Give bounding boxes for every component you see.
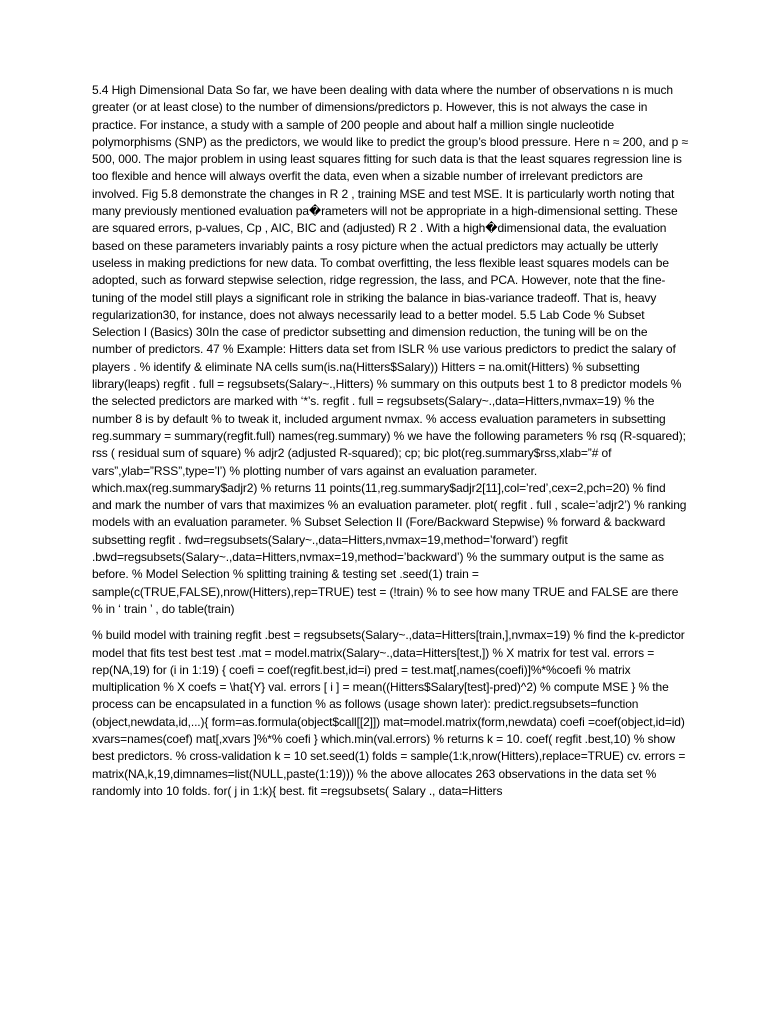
body-paragraph: 5.4 High Dimensional Data So far, we have been dealing with data where the number of observations n is much greater (or at least close) to the number of dimensions/predictors p. However, this is not always the case in practice. For instance, a study with a sample of 200 people and about half a million single nucleotide polymorphisms (SNP) as the predictors, we would like to predict the group’s blood pressure. Here n ≈ 200, and p ≈ 500, 000. The major problem in using least squares fitting for such data is that the least squares regression line is too flexible and hence will always overfit the data, even when a sizable number of irrelevant predictors are involved. Fig 5.8 demonstrate the changes in R 2 , training MSE and test MSE. It is particularly worth noting that many previously mentioned evaluation pa�rameters will not be appropriate in a high-dimensional setting. These are squared errors, p-values, Cp , AIC, BIC and (adjusted) R 2 . With a high�dimensional data, the evaluation based on these parameters invariably paints a rosy picture when the actual predictors may actually be utterly useless in making predictions for new data. To combat overfitting, the less flexible least squares models can be adopted, such as forward stepwise selection, ridge regression, the lass, and PCA. However, note that the fine-tuning of the model still plays a significant role in striking the balance in bias-variance tradeoff. That is, heavy regularization30, for instance, does not always necessarily lead to a better model. 5.5 Lab Code % Subset Selection I (Basics) 30In the case of predictor subsetting and dimension reduction, the tuning will be on the number of predictors. 47 % Example: Hitters data set from ISLR % use various predictors to predict the salary of players . % identify & eliminate NA cells sum(is.na(Hitters$Salary)) Hitters = na.omit(Hitters) % subsetting library(leaps) regfit . full = regsubsets(Salary~.,Hitters) % summary on this outputs best 1 to 8 predictor models % the selected predictors are marked with ‘*’s. regfit . full = regsubsets(Salary~.,data=Hitters,nvmax=19) % the number 8 is by default % to tweak it, included argument nvmax. % access evaluation parameters in subsetting reg.summary = summary(regfit.full) names(reg.summary) % we have the following parameters % rsq (R-squared); rss ( residual sum of square) % adjr2 (adjusted R-squared); cp; bic plot(reg.summary$rss,xlab=”# of vars”,ylab=”RSS”,type=’l’) % plotting number of vars against an evaluation parameter. which.max(reg.summary$adjr2) % returns 11 points(11,reg.summary$adjr2[11],col=’red’,cex=2,pch=20) % find and mark the number of vars that maximizes % an evaluation parameter. plot( regfit . full , scale=’adjr2’) % ranking models with an evaluation parameter. % Subset Selection II (Fore/Backward Stepwise) % forward & backward subsetting regfit . fwd=regsubsets(Salary~.,data=Hitters,nvmax=19,method=’forward’) regfit .bwd=regsubsets(Salary~.,data=Hitters,nvmax=19,method=’backward’) % the summary output is the same as before. % Model Selection % splitting training & testing set .seed(1) train = sample(c(TRUE,FALSE),nrow(Hitters),rep=TRUE) test = (!train) % to see how many TRUE and FALSE are there % in ‘ train ’ , do table(train) (92, 83, 688, 616)
document-page (92, 82, 688, 1022)
body-paragraph: % build model with training regfit .best = regsubsets(Salary~.,data=Hitters[train,],nvmax=19) % find the k-predictor model that fits test best test .mat = model.matrix(Salary~.,data=Hitters[test,]) % X matrix for test val. errors = rep(NA,19) for (i in 1:19) { coefi = coef(regfit.best,id=i) pred = test.mat[,names(coefi)]%*%coefi % matrix multiplication % X coefs = \hat{Y} val. errors [ i ] = mean((Hitters$Salary[test]-pred)^2) % compute MSE } % the process can be encapsulated in a function % as follows (usage shown later): predict.regsubsets=function (object,newdata,id,...){ form=as.formula(object$call[[2]]) mat=model.matrix(form,newdata) coefi =coef(object,id=id) xvars=names(coef) mat[,xvars ]%*% coefi } which.min(val.errors) % returns k = 10. coef( regfit .best,10) % show best predictors. % cross-validation k = 10 set.seed(1) folds = sample(1:k,nrow(Hitters),replace=TRUE) cv. errors = matrix(NA,k,19,dimnames=list(NULL,paste(1:19))) % the above allocates 263 observations in the data set % randomly into 10 folds. for( j in 1:k){ best. fit =regsubsets( Salary ., data=Hitters (92, 628, 686, 798)
